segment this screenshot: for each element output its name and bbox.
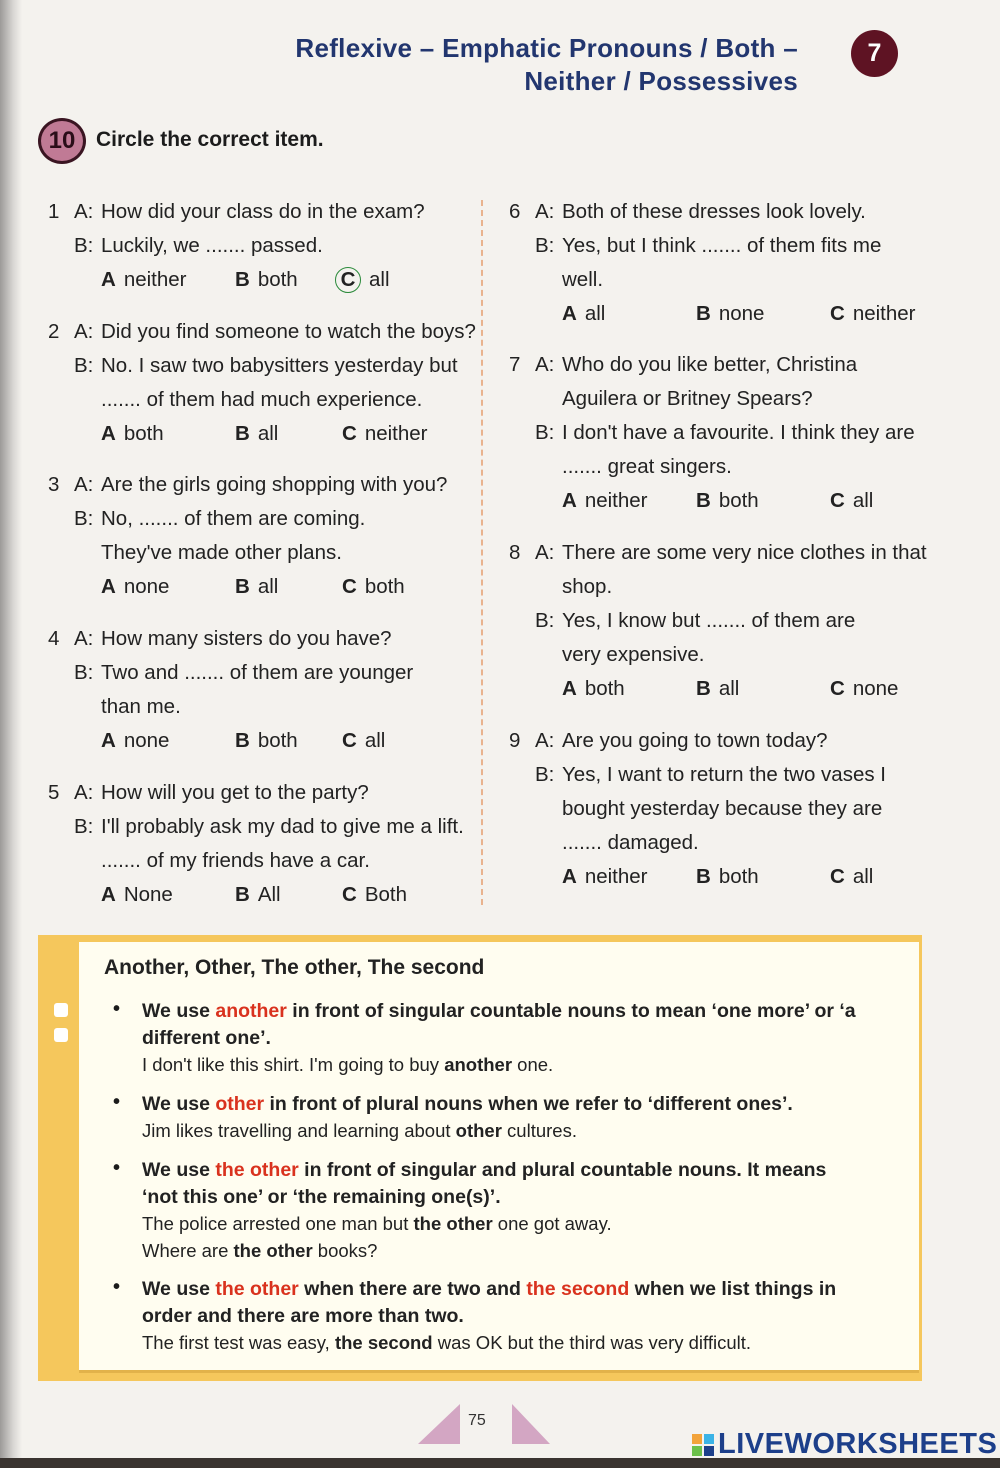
speaker-b: B: <box>535 421 555 444</box>
question-number: 7 <box>509 353 521 376</box>
bullet: • <box>113 1157 121 1179</box>
option-b[interactable]: B both <box>235 268 298 291</box>
box-tab <box>54 1003 68 1017</box>
question-number: 3 <box>48 473 60 496</box>
rule-text: We use other in front of plural nouns when we refer to ‘different ones’. <box>142 1093 793 1115</box>
exercise-number-badge: 10 <box>38 118 86 164</box>
question-number: 8 <box>509 541 521 564</box>
answer-line: They've made other plans. <box>101 541 342 564</box>
question-line: How did your class do in the exam? <box>101 200 425 223</box>
liveworksheets-logo <box>692 1428 997 1461</box>
question-line: shop. <box>562 575 613 598</box>
option-c[interactable]: C all <box>830 489 874 512</box>
option-b[interactable]: B both <box>696 865 759 888</box>
grammar-title: Another, Other, The other, The second <box>104 956 485 979</box>
question-number: 5 <box>48 781 60 804</box>
option-b[interactable]: B all <box>235 422 279 445</box>
question-number: 1 <box>48 200 60 223</box>
option-c[interactable]: C both <box>342 575 405 598</box>
option-a[interactable]: A neither <box>101 268 187 291</box>
option-c[interactable]: C none <box>830 677 899 700</box>
option-a[interactable]: A neither <box>562 489 648 512</box>
title-line-1: Reflexive – Emphatic Pronouns / Both – <box>295 33 798 63</box>
option-a[interactable]: A neither <box>562 865 648 888</box>
speaker-a: A: <box>74 320 94 343</box>
page-number: 75 <box>468 1412 486 1429</box>
option-a[interactable]: A all <box>562 302 606 325</box>
bullet: • <box>113 1091 121 1113</box>
rule-example: The first test was easy, the second was OK but the third was very difficult. <box>142 1332 752 1353</box>
answer-line: I'll probably ask my dad to give me a lift. <box>101 815 464 838</box>
rule-example: Where are the other books? <box>142 1240 378 1261</box>
answer-line: ....... of my friends have a car. <box>101 849 370 872</box>
exercise-instruction: Circle the correct item. <box>96 128 324 151</box>
question-line: There are some very nice clothes in that <box>562 541 927 564</box>
title-line-2: Neither / Possessives <box>524 66 798 96</box>
answer-line: ....... great singers. <box>562 455 732 478</box>
rule-example: The police arrested one man but the other one got away. <box>142 1213 612 1234</box>
answer-line: Yes, I know but ....... of them are <box>562 609 856 632</box>
circle-mark: C <box>335 267 361 293</box>
column-divider <box>481 200 483 905</box>
speaker-a: A: <box>535 729 555 752</box>
answer-line: Two and ....... of them are younger <box>101 661 414 684</box>
speaker-a: A: <box>74 200 94 223</box>
option-a[interactable]: A both <box>562 677 625 700</box>
option-a[interactable]: A none <box>101 575 170 598</box>
page-next-arrow[interactable] <box>512 1404 550 1444</box>
option-b[interactable]: B All <box>235 883 281 906</box>
page-prev-arrow[interactable] <box>418 1404 460 1444</box>
speaker-a: A: <box>535 353 555 376</box>
question-number: 4 <box>48 627 60 650</box>
speaker-b: B: <box>535 234 555 257</box>
question-line: Who do you like better, Christina <box>562 353 858 376</box>
option-c-circled[interactable]: C all <box>335 263 390 297</box>
answer-line: Luckily, we ....... passed. <box>101 234 323 257</box>
speaker-a: A: <box>74 473 94 496</box>
option-c[interactable]: C neither <box>342 422 428 445</box>
answer-line: bought yesterday because they are <box>562 797 883 820</box>
option-c[interactable]: C neither <box>830 302 916 325</box>
question-line: How will you get to the party? <box>101 781 369 804</box>
speaker-a: A: <box>74 627 94 650</box>
question-number: 6 <box>509 200 521 223</box>
speaker-b: B: <box>74 507 94 530</box>
answer-line: than me. <box>101 695 181 718</box>
answer-line: well. <box>562 268 604 291</box>
rule-text: We use another in front of singular countable nouns to mean ‘one more’ or ‘a different one’. <box>142 1000 856 1049</box>
option-c[interactable]: C Both <box>342 883 407 906</box>
question-number: 9 <box>509 729 521 752</box>
answer-line: No. I saw two babysitters yesterday but <box>101 354 458 377</box>
question-line: Aguilera or Britney Spears? <box>562 387 813 410</box>
option-c[interactable]: C all <box>342 729 386 752</box>
page-binding-shadow <box>0 0 22 1468</box>
answer-line: very expensive. <box>562 643 705 666</box>
question-number: 2 <box>48 320 60 343</box>
option-a[interactable]: A none <box>101 729 170 752</box>
option-a[interactable]: A None <box>101 883 173 906</box>
question-line: Did you find someone to watch the boys? <box>101 320 476 343</box>
question-line: Are you going to town today? <box>562 729 828 752</box>
bullet: • <box>113 1276 121 1298</box>
rule-example: Jim likes travelling and learning about other cultures. <box>142 1120 577 1141</box>
option-c[interactable]: C all <box>830 865 874 888</box>
speaker-a: A: <box>74 781 94 804</box>
speaker-a: A: <box>535 541 555 564</box>
page-title <box>295 32 798 98</box>
unit-number-badge: 7 <box>851 30 898 77</box>
speaker-b: B: <box>535 763 555 786</box>
option-b[interactable]: B all <box>235 575 279 598</box>
speaker-b: B: <box>74 815 94 838</box>
speaker-b: B: <box>74 354 94 377</box>
answer-line: No, ....... of them are coming. <box>101 507 366 530</box>
rule-text: We use the other in front of singular and plural countable nouns. It means ‘not this one’ or ‘the remaining one(s)’. <box>142 1159 827 1208</box>
liveworksheets-brand: LIVEWORKSHEETS <box>718 1428 998 1460</box>
question-line: Are the girls going shopping with you? <box>101 473 448 496</box>
speaker-b: B: <box>74 661 94 684</box>
speaker-a: A: <box>535 200 555 223</box>
speaker-b: B: <box>74 234 94 257</box>
rule-text: We use the other when there are two and the second when we list things in order and there are more than two. <box>142 1278 837 1327</box>
answer-line: Yes, I want to return the two vases I <box>562 763 886 786</box>
option-a[interactable]: A both <box>101 422 164 445</box>
option-b[interactable]: B none <box>696 302 765 325</box>
answer-line: ....... of them had much experience. <box>101 388 423 411</box>
liveworksheets-icon <box>692 1434 714 1456</box>
box-tab <box>54 1028 68 1042</box>
question-line: Both of these dresses look lovely. <box>562 200 866 223</box>
speaker-b: B: <box>535 609 555 632</box>
answer-line: Yes, but I think ....... of them fits me <box>562 234 882 257</box>
option-b[interactable]: B both <box>235 729 298 752</box>
option-b[interactable]: B both <box>696 489 759 512</box>
option-b[interactable]: B all <box>696 677 740 700</box>
bullet: • <box>113 998 121 1020</box>
answer-line: I don't have a favourite. I think they are <box>562 421 915 444</box>
answer-line: ....... damaged. <box>562 831 699 854</box>
rule-example: I don't like this shirt. I'm going to buy another one. <box>142 1054 554 1075</box>
question-line: How many sisters do you have? <box>101 627 392 650</box>
